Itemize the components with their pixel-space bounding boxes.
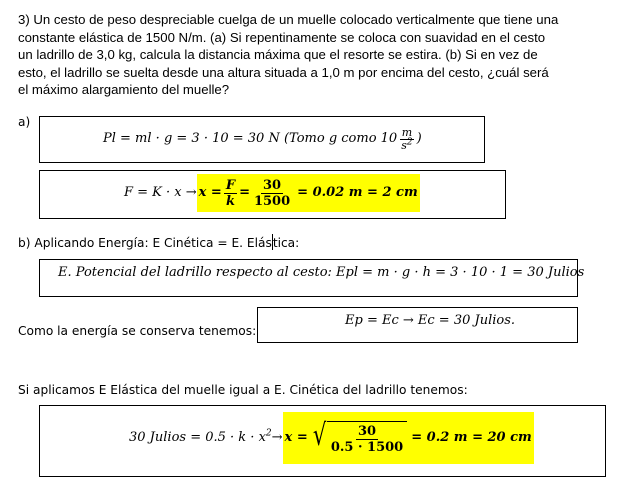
fraction-f-k bbox=[224, 178, 237, 209]
radical-sign-icon: √ bbox=[312, 418, 326, 453]
part-a-label: a) bbox=[18, 115, 31, 129]
highlight-result-b bbox=[283, 412, 534, 464]
fraction-denominator bbox=[399, 136, 414, 152]
result-a: = 0.02 m = 2 cm bbox=[297, 185, 418, 200]
x-equals: x = bbox=[198, 185, 222, 200]
highlight-result-a bbox=[197, 174, 420, 212]
fraction-numerator: m bbox=[401, 125, 413, 139]
fraction-denominator: k bbox=[225, 193, 235, 209]
exponent: 2 bbox=[265, 428, 272, 439]
part-b-heading-text: b) Aplicando Energía: E Cinética = E. Elás bbox=[18, 236, 272, 250]
elastic-label: Si aplicamos E Elástica del muelle igual a E. Cinética del ladrillo tenemos: bbox=[18, 383, 468, 397]
x-equals: x = bbox=[284, 430, 308, 445]
problem-statement bbox=[18, 11, 618, 99]
fraction-numerator: F bbox=[225, 177, 236, 193]
radicand bbox=[327, 421, 407, 455]
fraction-numerator: 30 bbox=[357, 424, 377, 439]
fraction-numerator: 30 bbox=[263, 177, 282, 193]
part-b-heading bbox=[18, 234, 299, 251]
problem-line: constante elástica de 1500 N/m. (a) Si repentinamente se coloca con suavidad en el cesto bbox=[18, 29, 546, 45]
equation-potential: E. Potencial del ladrillo respecto al cesto: Epl = m · g · h = 3 · 10 · 1 = 30 Julios bbox=[58, 265, 585, 280]
problem-line: el máximo alargamiento del muelle? bbox=[18, 82, 230, 98]
hooke-lhs: F = K · x → bbox=[124, 185, 197, 200]
part-b-heading-text-end: tica: bbox=[272, 236, 300, 250]
elastic-lhs-text: 30 Julios = 0.5 · k · x bbox=[129, 430, 266, 445]
fraction-denominator: 0.5 · 1500 bbox=[330, 440, 404, 455]
elastic-lhs bbox=[129, 430, 272, 446]
equation-weight-text: Pl = ml · g = 3 · 10 = 30 N (Tomo g como 10 bbox=[103, 131, 398, 146]
equation-hooke bbox=[124, 174, 420, 212]
square-root bbox=[310, 418, 408, 455]
equation-weight bbox=[103, 122, 422, 156]
fraction-30-1500 bbox=[252, 178, 292, 209]
equation-elastic bbox=[129, 412, 534, 464]
problem-line: esto, el ladrillo se suelta desde una altura situada a 1,0 m por encima del cesto, ¿cuál será bbox=[18, 64, 549, 80]
result-b: = 0.2 m = 20 cm bbox=[411, 430, 532, 445]
equals-sign: = bbox=[239, 185, 250, 200]
fraction-denominator: 1500 bbox=[253, 193, 291, 209]
problem-line: 3) Un cesto de peso despreciable cuelga de un muelle colocado verticalmente que tiene una bbox=[18, 12, 559, 27]
close-paren: ) bbox=[416, 131, 422, 146]
fraction-30-over-product bbox=[329, 424, 405, 455]
problem-line: un ladrillo de 3,0 kg, calcula la distancia máxima que el resorte se estira. (b) Si en vez de bbox=[18, 47, 538, 63]
den-exponent: 2 bbox=[406, 136, 413, 147]
equation-conservation: Ep = Ec → Ec = 30 Julios. bbox=[345, 313, 516, 328]
den-base: s bbox=[401, 138, 407, 152]
conserve-label: Como la energía se conserva tenemos: bbox=[18, 324, 257, 338]
fraction-m-s2 bbox=[399, 127, 414, 152]
arrow: → bbox=[271, 430, 283, 445]
